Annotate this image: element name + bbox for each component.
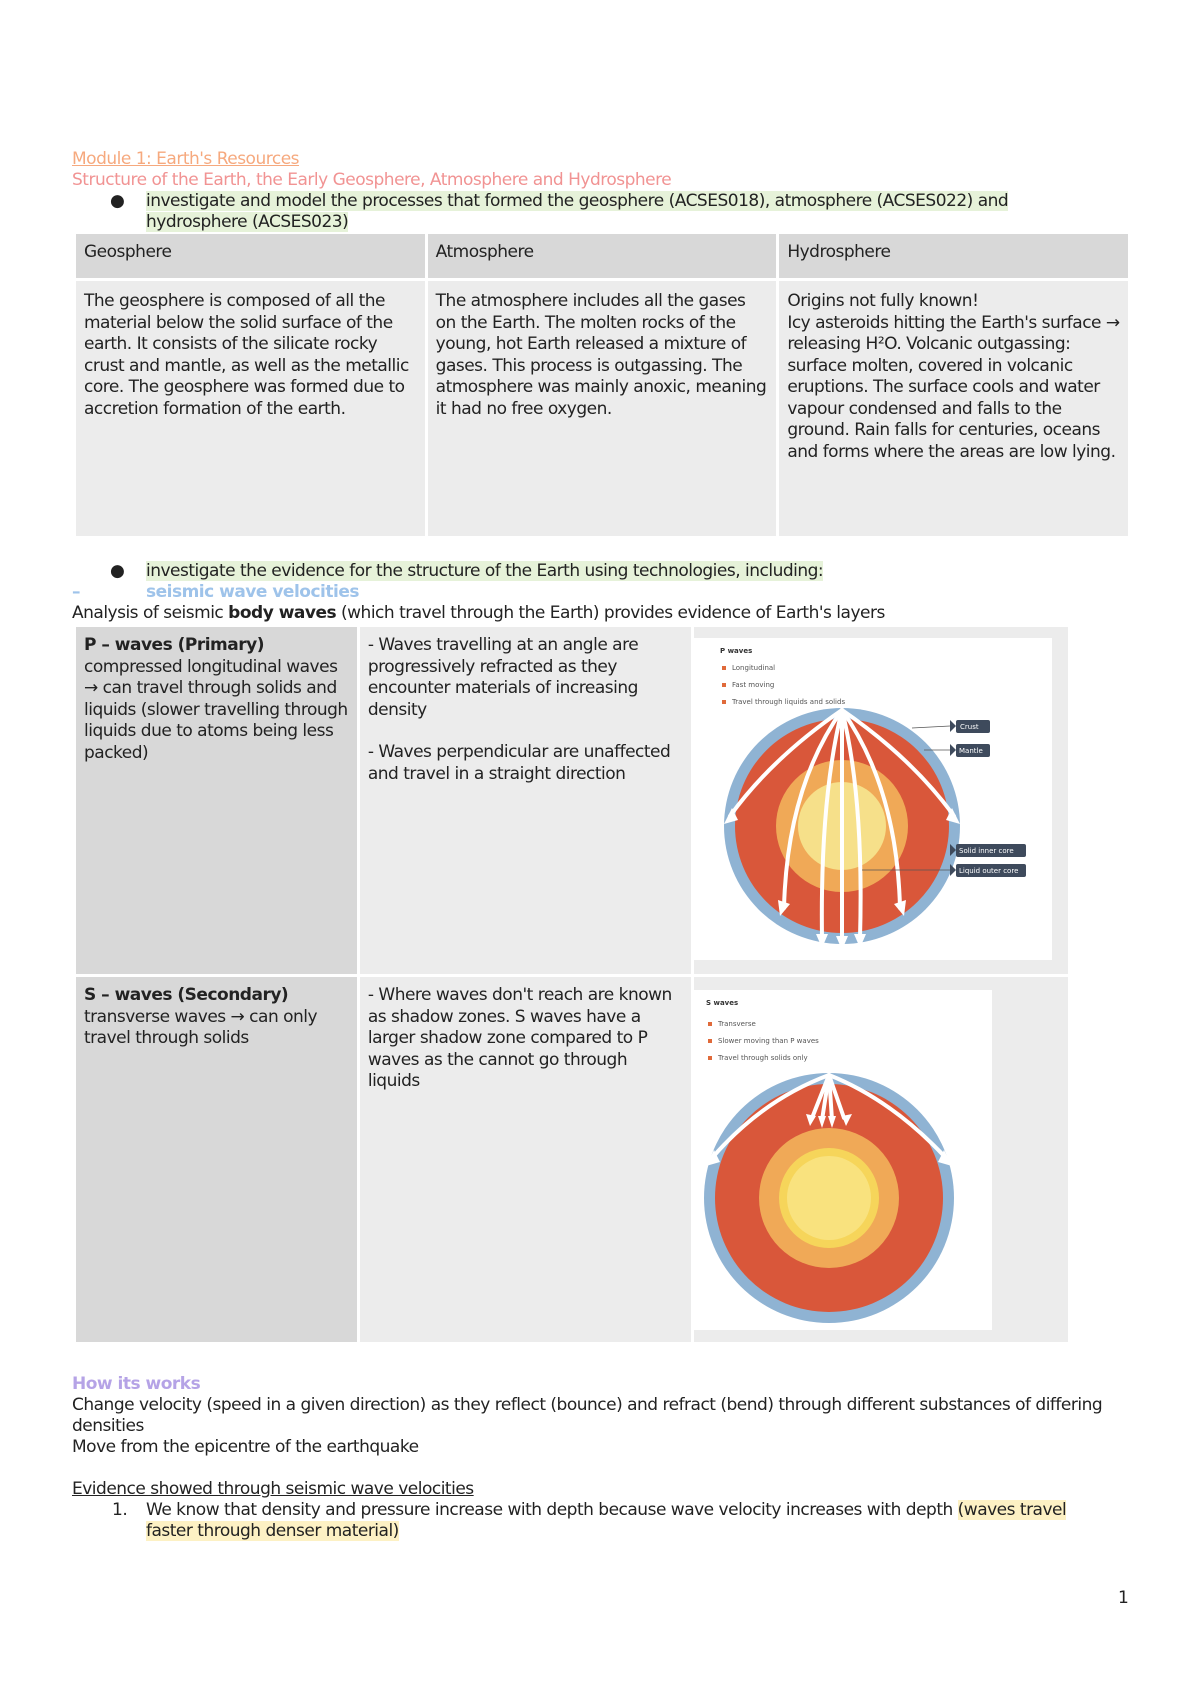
list-item	[146, 1500, 1096, 1542]
bullet-square-icon	[722, 683, 726, 687]
s-wave-title: S – waves (Secondary)	[84, 985, 289, 1005]
p-wave-notes-cell	[360, 627, 691, 974]
section-title: Structure of the Earth, the Early Geosphere, Atmosphere and Hydrosphere	[72, 170, 672, 190]
s-diagram-bullet-2: Slower moving than P waves	[718, 1037, 819, 1045]
label-mantle: Mantle	[959, 747, 983, 755]
p-wave-diagram-svg	[692, 638, 1052, 960]
how-it-works-line-2: densities	[72, 1416, 144, 1436]
module-title: Module 1: Earth's Resources	[72, 149, 300, 169]
sub-item-seismic: seismic wave velocities	[146, 582, 359, 602]
table-header-row	[76, 234, 1128, 278]
analysis-post: (which travel through the Earth) provides evidence of Earth's layers	[336, 603, 885, 623]
bullet-1-line-2: hydrosphere (ACSES023)	[146, 212, 349, 232]
s-wave-diagram	[692, 990, 992, 1330]
page-number: 1	[1118, 1588, 1129, 1608]
atmosphere-cell: The atmosphere includes all the gases on the Earth. The molten rocks of the young, hot Earth released a mixture of gases. This process is outgassing. The atmosphere was mainly anoxic, meaning it had no free oxygen.	[428, 281, 777, 536]
bullet-square-icon	[708, 1022, 712, 1026]
label-outer-core: Liquid outer core	[959, 867, 1019, 875]
bullet-icon: ●	[110, 561, 125, 581]
bullet-2-text: investigate the evidence for the structure of the Earth using technologies, including:	[146, 561, 824, 581]
list-item-number: 1.	[112, 1500, 128, 1520]
p-wave-title: P – waves (Primary)	[84, 635, 264, 655]
s-diagram-bullet-1: Transverse	[718, 1020, 756, 1028]
p-wave-diagram	[692, 638, 1052, 960]
bullet-square-icon	[708, 1039, 712, 1043]
geosphere-cell: The geosphere is composed of all the material below the solid surface of the earth. It consists of the silicate rocky crust and mantle, as well as the metallic core. The geosphere was formed due to accretion formation of the earth.	[76, 281, 425, 536]
bullet-square-icon	[722, 666, 726, 670]
p-wave-cell	[76, 627, 357, 974]
s-wave-notes-cell	[360, 977, 691, 1342]
analysis-pre: Analysis of seismic	[72, 603, 229, 623]
bullet-square-icon	[722, 700, 726, 704]
spheres-table	[73, 231, 1131, 539]
analysis-text	[72, 603, 885, 624]
s-diagram-bullet-3: Travel through solids only	[718, 1054, 808, 1062]
p-diagram-bullet-3: Travel through liquids and solids	[732, 698, 846, 706]
s-wave-desc: transverse waves → can only travel through solids	[84, 1006, 318, 1048]
evidence-highlight-1: (waves travel	[957, 1500, 1067, 1520]
dash-marker: –	[72, 582, 80, 602]
hydrosphere-cell: Origins not fully known! Icy asteroids hitting the Earth's surface → releasing H²O. Volcanic outgassing: surface molten, covered in volcanic eruptions. The surface cools and water vapour condensed and falls to the ground. Rain falls for centuries, oceans and forms where the areas are low lying.	[779, 281, 1128, 536]
s-wave-note: - Where waves don't reach are known as shadow zones. S waves have a larger shadow zone compared to P waves as the cannot go through liquids	[367, 985, 672, 1091]
bullet-icon: ●	[110, 191, 125, 211]
table-row	[76, 281, 1128, 536]
evidence-heading: Evidence showed through seismic wave velocities	[72, 1479, 474, 1499]
p-diagram-title: P waves	[720, 647, 753, 655]
s-diagram-title: S waves	[706, 999, 739, 1007]
p-wave-note-1: - Waves travelling at an angle are progressively refracted as they encounter materials of increasing density	[367, 635, 639, 720]
header-geosphere: Geosphere	[76, 234, 425, 278]
label-inner-core: Solid inner core	[959, 847, 1014, 855]
p-diagram-bullet-2: Fast moving	[732, 681, 775, 689]
how-it-works-line-1: Change velocity (speed in a given direction) as they reflect (bounce) and refract (bend) through different substances of differing	[72, 1395, 1103, 1415]
p-wave-note-2: - Waves perpendicular are unaffected and travel in a straight direction	[367, 742, 671, 784]
p-wave-desc: compressed longitudinal waves → can travel through solids and liquids (slower travelling through liquids due to atoms being less packed)	[84, 656, 348, 763]
evidence-item-text: We know that density and pressure increase with depth because wave velocity increases with depth	[146, 1500, 958, 1520]
header-atmosphere: Atmosphere	[428, 234, 777, 278]
header-hydrosphere: Hydrosphere	[779, 234, 1128, 278]
bullet-square-icon	[708, 1056, 712, 1060]
how-it-works-heading: How its works	[72, 1374, 201, 1394]
evidence-highlight-2: faster through denser material)	[146, 1521, 399, 1541]
analysis-bold: body waves	[228, 603, 337, 623]
s-wave-diagram-svg	[692, 990, 992, 1330]
inner-core-center	[787, 1156, 871, 1240]
p-diagram-bullet-1: Longitudinal	[732, 664, 776, 672]
bullet-1-line-1: investigate and model the processes that formed the geosphere (ACSES018), atmosphere (ACSES022) and	[146, 191, 1009, 211]
label-crust: Crust	[960, 723, 979, 731]
how-it-works-line-3: Move from the epicentre of the earthquake	[72, 1437, 419, 1457]
s-wave-cell	[76, 977, 357, 1342]
